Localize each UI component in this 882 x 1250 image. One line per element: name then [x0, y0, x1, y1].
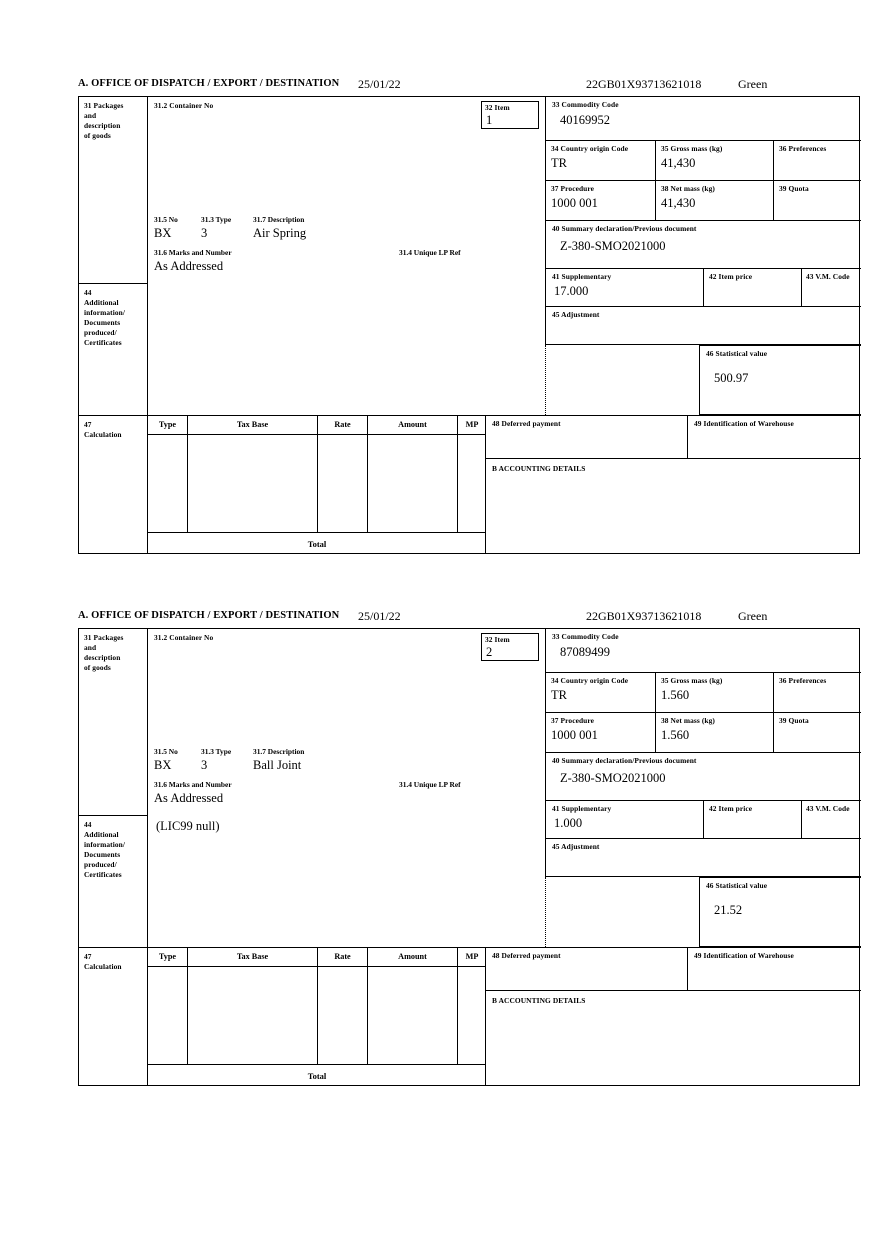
box-47-label-cell	[79, 947, 147, 1086]
box-46-label: 46 Statistical value	[706, 349, 768, 358]
box-43-value	[802, 282, 861, 284]
box-41-value: 17.000	[554, 284, 589, 298]
box-45-value	[546, 852, 861, 854]
calc-body-type	[148, 966, 188, 1064]
box-33-commodity-code-cell	[545, 629, 861, 673]
form-header	[78, 78, 862, 96]
box-44-label-cell	[79, 815, 147, 947]
box-36-value	[774, 154, 861, 156]
office-of-dispatch-label: A. OFFICE OF DISPATCH / EXPORT / DESTINATION	[78, 78, 340, 89]
box-44-label-cell	[79, 283, 147, 415]
box-31-4-unique-lp-label: 31.4 Unique LP Ref	[399, 248, 461, 257]
box-31-2-container-label: 31.2 Container No	[154, 101, 214, 110]
box-44-label-line-3: information/	[84, 308, 126, 317]
box-35-gross-mass-cell	[655, 673, 773, 713]
box-34-value: TR	[551, 688, 567, 702]
box-41-label: 41 Supplementary	[552, 272, 612, 281]
box-31-label-line-1: 31 Packages	[84, 101, 124, 110]
calc-body-amount	[368, 434, 458, 532]
box-47-label-line-1: 47	[84, 420, 92, 429]
box-43-label: 43 V.M. Code	[806, 804, 850, 813]
box-32-value: 2	[486, 645, 493, 659]
box-33-value: 40169952	[560, 113, 610, 127]
box-38-value: 1.560	[661, 728, 690, 742]
box-47-calculation-table	[147, 415, 485, 554]
box-31-7-description-label: 31.7 Description	[253, 747, 305, 756]
box-40-value: Z-380-SMO2021000	[560, 771, 666, 785]
box-47-label-line-2: Calculation	[84, 430, 122, 439]
box-44-label-line-6: Certificates	[84, 870, 122, 879]
calc-body-rate	[318, 966, 368, 1064]
box-42-label: 42 Item price	[709, 804, 753, 813]
lane-status: Green	[738, 609, 768, 623]
box-38-value: 41,430	[661, 196, 696, 210]
calc-body-amount	[368, 966, 458, 1064]
box-42-item-price-cell	[703, 269, 801, 307]
box-32-label: 32 Item	[485, 635, 510, 644]
box-41-value: 1.000	[554, 816, 583, 830]
box-31-label-line-4: of goods	[84, 663, 111, 672]
calc-body-mp	[458, 966, 486, 1064]
box-31-3-type-value: 3	[201, 758, 208, 772]
box-44-label-line-5: produced/	[84, 860, 117, 869]
declaration-form-item-1	[78, 78, 862, 554]
box-31-6-marks-value: As Addressed	[154, 791, 224, 805]
box-43-label: 43 V.M. Code	[806, 272, 850, 281]
box-36-value	[774, 686, 861, 688]
box-31-7-description-value: Air Spring	[253, 226, 307, 240]
box-32-label: 32 Item	[485, 103, 510, 112]
box-40-previous-document-cell	[545, 753, 861, 801]
calc-col-mp: MP	[465, 420, 479, 429]
box-31-label-line-3: description	[84, 653, 121, 662]
box-36-label: 36 Preferences	[779, 144, 827, 153]
box-40-value: Z-380-SMO2021000	[560, 239, 666, 253]
box-b-value	[486, 474, 861, 476]
box-44-label-line-2: Additional	[84, 830, 119, 839]
movement-reference-number: 22GB01X93713621018	[586, 609, 702, 623]
box-31-7-description-value: Ball Joint	[253, 758, 302, 772]
box-45-label: 45 Adjustment	[552, 842, 600, 851]
box-35-label: 35 Gross mass (kg)	[661, 676, 723, 685]
box-47-label-line-2: Calculation	[84, 962, 122, 971]
box-31-7-description-label: 31.7 Description	[253, 215, 305, 224]
box-31-5-no-label: 31.5 No	[154, 215, 178, 224]
form-header	[78, 610, 862, 628]
box-49-value	[688, 961, 861, 963]
calc-body-tax-base	[188, 966, 318, 1064]
calc-body-mp	[458, 434, 486, 532]
box-31-label-cell	[79, 629, 147, 815]
lane-status: Green	[738, 77, 768, 91]
box-34-label: 34 Country origin Code	[551, 144, 629, 153]
box-44-label-line-4: Documents	[84, 318, 121, 327]
calc-col-tax-base: Tax Base	[188, 948, 318, 966]
box-39-value	[774, 726, 861, 728]
box-46-value: 500.97	[714, 371, 749, 385]
box-b-label: B ACCOUNTING DETAILS	[492, 996, 586, 1005]
box-34-value: TR	[551, 156, 567, 170]
calc-col-mp: MP	[465, 952, 479, 961]
box-45-adjustment-cell	[545, 839, 861, 877]
box-32-value: 1	[486, 113, 493, 127]
calc-body-tax-base	[188, 434, 318, 532]
box-33-label: 33 Commodity Code	[552, 632, 619, 641]
calc-col-rate: Rate	[318, 416, 368, 434]
box-31-3-type-label: 31.3 Type	[201, 215, 232, 224]
box-35-label: 35 Gross mass (kg)	[661, 144, 723, 153]
declaration-form-item-2	[78, 610, 862, 1086]
box-48-deferred-payment-cell	[485, 415, 687, 459]
box-47-label-cell	[79, 415, 147, 554]
box-33-commodity-code-cell	[545, 97, 861, 141]
declaration-grid	[78, 96, 860, 554]
box-38-net-mass-cell	[655, 181, 773, 221]
box-49-warehouse-cell	[687, 415, 861, 459]
box-33-label: 33 Commodity Code	[552, 100, 619, 109]
box-31-5-no-value: BX	[154, 758, 172, 772]
box-41-supplementary-cell	[545, 269, 703, 307]
box-35-value: 41,430	[661, 156, 696, 170]
box-36-preferences-cell	[773, 673, 861, 713]
box-35-value: 1.560	[661, 688, 690, 702]
box-49-label: 49 Identification of Warehouse	[694, 419, 794, 428]
box-44-label-line-1: 44	[84, 820, 92, 829]
box-31-6-marks-value: As Addressed	[154, 259, 224, 273]
box-48-value	[486, 961, 687, 963]
declaration-grid	[78, 628, 860, 1086]
box-46-label: 46 Statistical value	[706, 881, 768, 890]
box-34-label: 34 Country origin Code	[551, 676, 629, 685]
calc-total-label: Total	[148, 1064, 486, 1088]
box-44-label-line-3: information/	[84, 840, 126, 849]
box-44-value-cell	[147, 815, 545, 947]
box-41-label: 41 Supplementary	[552, 804, 612, 813]
box-31-5-no-label: 31.5 No	[154, 747, 178, 756]
box-40-label: 40 Summary declaration/Previous document	[552, 224, 697, 233]
box-38-label: 38 Net mass (kg)	[661, 184, 715, 193]
box-31-label-line-2: and	[84, 643, 97, 652]
box-31-label-line-3: description	[84, 121, 121, 130]
calc-body-rate	[318, 434, 368, 532]
box-42-label: 42 Item price	[709, 272, 753, 281]
box-44-label-line-5: produced/	[84, 328, 117, 337]
box-31-6-marks-label: 31.6 Marks and Number	[154, 248, 232, 257]
box-47-calculation-table	[147, 947, 485, 1086]
box-47-label-line-1: 47	[84, 952, 92, 961]
box-39-label: 39 Quota	[779, 184, 809, 193]
box-40-label: 40 Summary declaration/Previous document	[552, 756, 697, 765]
box-31-2-container-label: 31.2 Container No	[154, 633, 214, 642]
box-46-statistical-value-cell	[699, 877, 861, 947]
box-36-preferences-cell	[773, 141, 861, 181]
box-42-value	[704, 814, 801, 816]
box-38-net-mass-cell	[655, 713, 773, 753]
box-46-statistical-value-cell	[699, 345, 861, 415]
box-48-label: 48 Deferred payment	[492, 419, 561, 428]
box-35-gross-mass-cell	[655, 141, 773, 181]
office-of-dispatch-label: A. OFFICE OF DISPATCH / EXPORT / DESTINATION	[78, 610, 340, 621]
declaration-date: 25/01/22	[358, 609, 401, 623]
box-37-value: 1000 001	[551, 196, 598, 210]
calc-col-type: Type	[148, 416, 188, 434]
box-45-value	[546, 320, 861, 322]
box-34-country-origin-cell	[545, 141, 655, 181]
box-31-label-line-1: 31 Packages	[84, 633, 124, 642]
calc-total-label: Total	[148, 532, 486, 556]
box-42-value	[704, 282, 801, 284]
calculation-header-row	[148, 416, 485, 435]
box-39-quota-cell	[773, 713, 861, 753]
box-37-label: 37 Procedure	[551, 184, 595, 193]
calc-col-tax-base: Tax Base	[188, 416, 318, 434]
box-37-procedure-cell	[545, 181, 655, 221]
box-43-vm-code-cell	[801, 801, 861, 839]
box-48-label: 48 Deferred payment	[492, 951, 561, 960]
box-b-accounting-details-cell	[485, 459, 861, 554]
box-49-label: 49 Identification of Warehouse	[694, 951, 794, 960]
calc-col-type: Type	[148, 948, 188, 966]
box-31-3-type-value: 3	[201, 226, 208, 240]
box-31-5-no-value: BX	[154, 226, 172, 240]
box-44-value: (LIC99 null)	[156, 819, 220, 833]
box-b-label: B ACCOUNTING DETAILS	[492, 464, 586, 473]
box-36-label: 36 Preferences	[779, 676, 827, 685]
box-39-value	[774, 194, 861, 196]
box-41-supplementary-cell	[545, 801, 703, 839]
declaration-date: 25/01/22	[358, 77, 401, 91]
box-45-adjustment-cell	[545, 307, 861, 345]
box-49-value	[688, 429, 861, 431]
box-37-label: 37 Procedure	[551, 716, 595, 725]
box-38-label: 38 Net mass (kg)	[661, 716, 715, 725]
box-43-value	[802, 814, 861, 816]
box-31-6-marks-label: 31.6 Marks and Number	[154, 780, 232, 789]
box-46-value: 21.52	[714, 903, 743, 917]
box-31-3-type-label: 31.3 Type	[201, 747, 232, 756]
box-44-value-cell	[147, 283, 545, 415]
box-b-value	[486, 1006, 861, 1008]
box-37-value: 1000 001	[551, 728, 598, 742]
box-44-label-line-4: Documents	[84, 850, 121, 859]
box-42-item-price-cell	[703, 801, 801, 839]
calc-col-rate: Rate	[318, 948, 368, 966]
calc-body-type	[148, 434, 188, 532]
box-31-label-cell	[79, 97, 147, 283]
box-48-value	[486, 429, 687, 431]
box-44-label-line-6: Certificates	[84, 338, 122, 347]
box-49-warehouse-cell	[687, 947, 861, 991]
box-40-previous-document-cell	[545, 221, 861, 269]
box-39-label: 39 Quota	[779, 716, 809, 725]
box-31-label-line-2: and	[84, 111, 97, 120]
box-33-value: 87089499	[560, 645, 610, 659]
box-48-deferred-payment-cell	[485, 947, 687, 991]
calculation-header-row	[148, 948, 485, 967]
box-b-accounting-details-cell	[485, 991, 861, 1086]
box-43-vm-code-cell	[801, 269, 861, 307]
box-39-quota-cell	[773, 181, 861, 221]
calc-col-amount: Amount	[368, 948, 458, 966]
calc-col-amount: Amount	[368, 416, 458, 434]
box-31-label-line-4: of goods	[84, 131, 111, 140]
box-32-item-cell	[481, 101, 539, 129]
box-44-label-line-1: 44	[84, 288, 92, 297]
box-44-value	[148, 283, 545, 287]
box-45-label: 45 Adjustment	[552, 310, 600, 319]
box-32-item-cell	[481, 633, 539, 661]
box-34-country-origin-cell	[545, 673, 655, 713]
box-44-label-line-2: Additional	[84, 298, 119, 307]
movement-reference-number: 22GB01X93713621018	[586, 77, 702, 91]
box-37-procedure-cell	[545, 713, 655, 753]
box-31-4-unique-lp-label: 31.4 Unique LP Ref	[399, 780, 461, 789]
